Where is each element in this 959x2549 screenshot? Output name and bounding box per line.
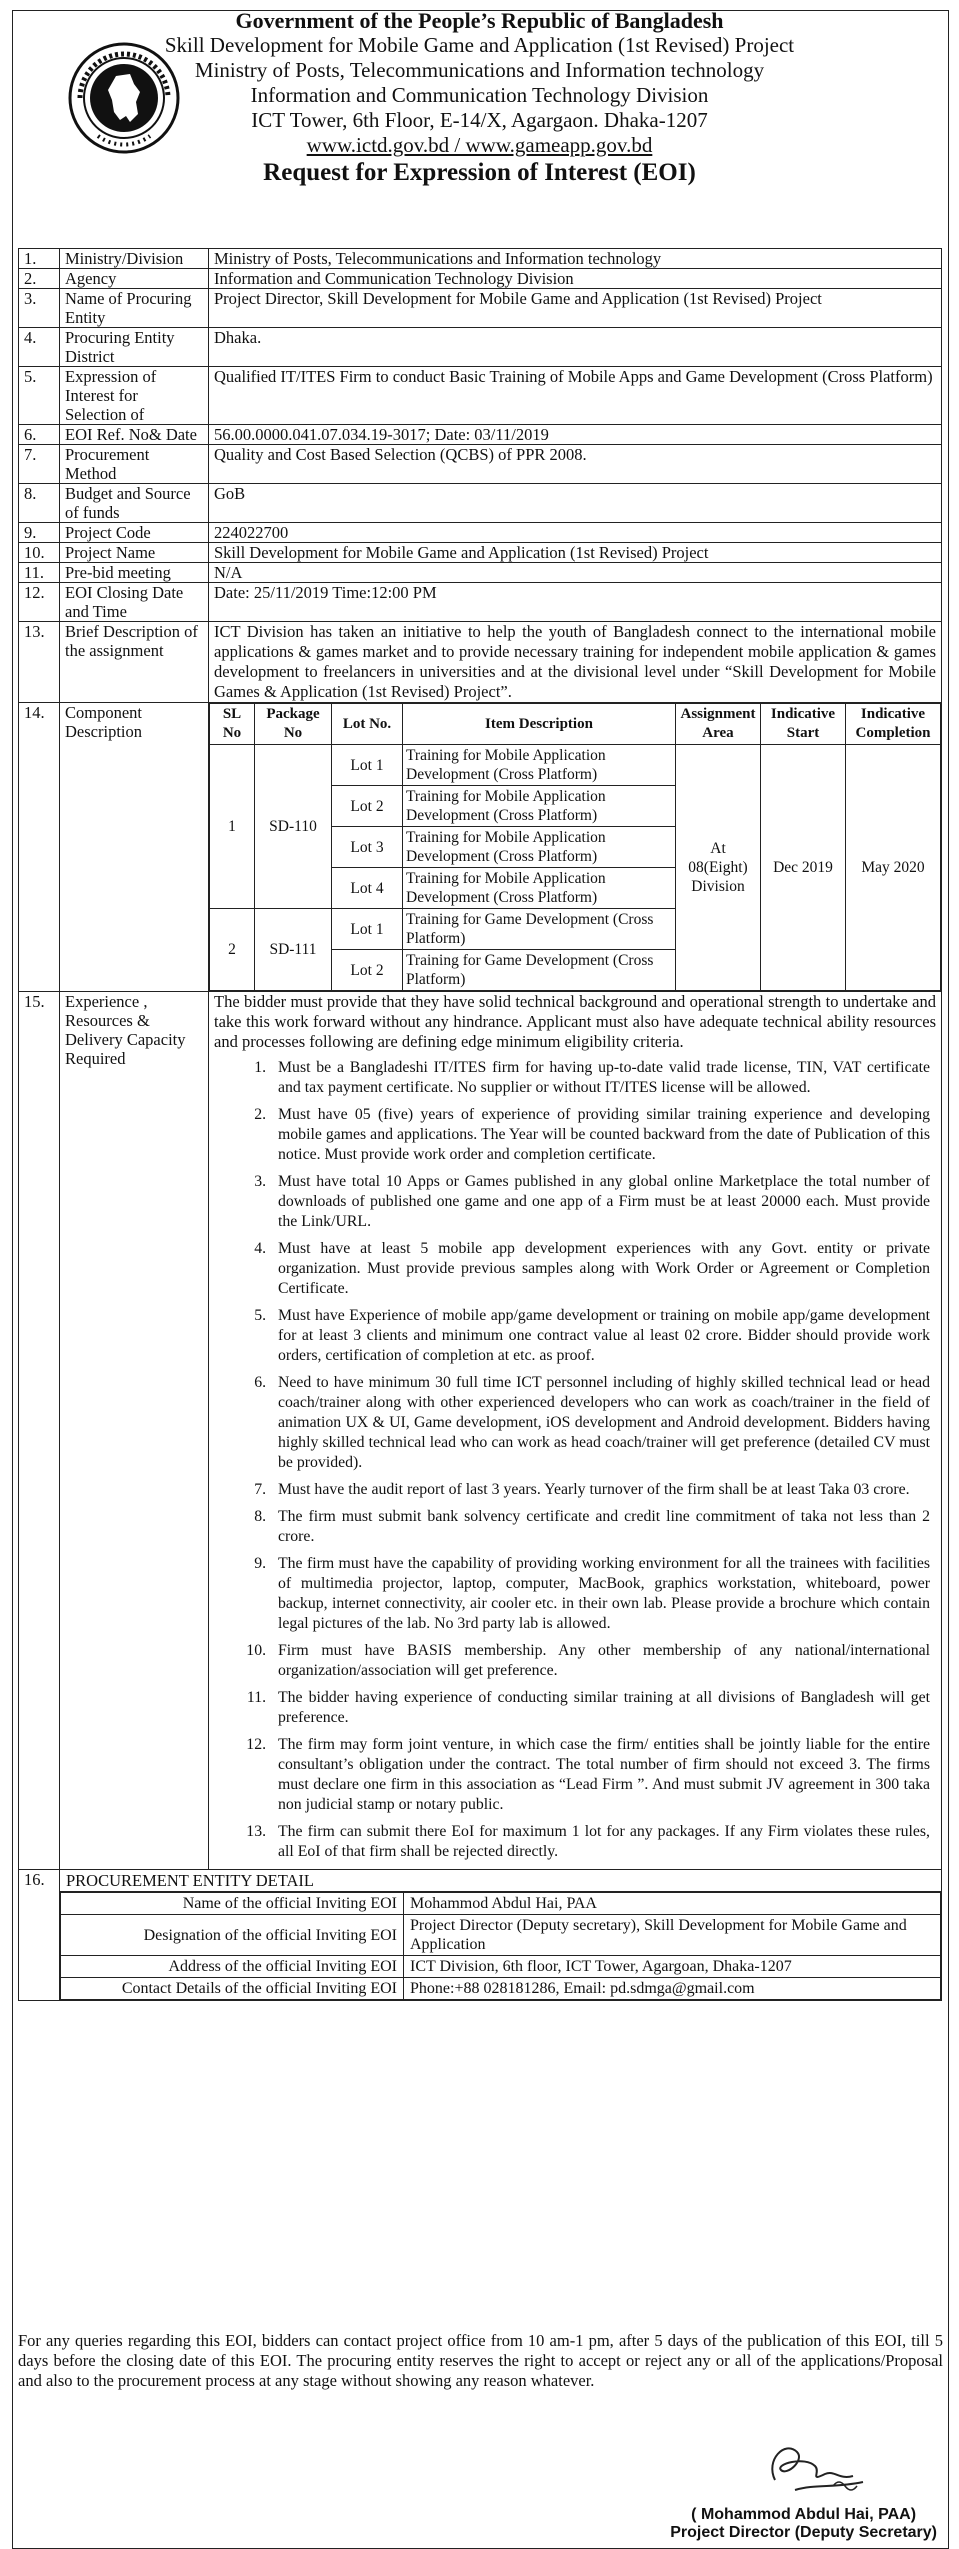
procurement-title: PROCUREMENT ENTITY DETAIL [60, 1870, 941, 1892]
signature-icon [735, 2430, 885, 2510]
procurement-detail-row [61, 1956, 941, 1978]
item-description: Training for Game Development (Cross Platform) [403, 950, 676, 991]
row-value: Information and Communication Technology Division [209, 269, 942, 289]
item-description: Training for Game Development (Cross Platform) [403, 909, 676, 950]
division-line: Information and Communication Technology Division [250, 83, 709, 107]
info-row [19, 425, 942, 445]
row-value: 56.00.0000.041.07.034.19-3017; Date: 03/11/2019 [209, 425, 942, 445]
row-label: Ministry/Division [60, 249, 209, 269]
header [20, 0, 939, 240]
col-start: Indicative Start [761, 704, 846, 745]
experience-intro: The bidder must provide that they have solid technical background and operational strength to undertake and take this work forward without any hindrance. Applicant must also have adequate technical ability resources and processes following are defining edge minimum eligibility criteria. [214, 992, 936, 1051]
row-value: Date: 25/11/2019 Time:12:00 PM [209, 583, 942, 622]
lot-number: Lot 4 [332, 868, 403, 909]
requirement-item: 13. The firm can submit there EoI for maximum 1 lot for any packages. If any Firm violates these rules, all EoI of that firm shall be rejected directly. [270, 1822, 930, 1862]
row-number: 12. [19, 583, 60, 622]
lot-number: Lot 2 [332, 786, 403, 827]
brief-text: ICT Division has taken an initiative to help the youth of Bangladesh connect to the international mobile applications & games market and to provide necessary training for independent mobile application & games development to freelancers in universities and at the divisional level under “Skill Development for Mobile Games & Application (1st Revised) Project”. [209, 622, 942, 703]
row-label: Expression of Interest for Selection of [60, 367, 209, 425]
row-number: 8. [19, 484, 60, 523]
eoi-table [18, 248, 942, 2001]
lot-row [210, 745, 941, 786]
col-lot: Lot No. [332, 704, 403, 745]
sl-number: 1 [210, 745, 255, 909]
row-label: Project Code [60, 523, 209, 543]
info-row [19, 543, 942, 563]
row-value: Skill Development for Mobile Game and Application (1st Revised) Project [209, 543, 942, 563]
lot-number: Lot 3 [332, 827, 403, 868]
lot-number: Lot 2 [332, 950, 403, 991]
row-value: Project Director, Skill Development for Mobile Game and Application (1st Revised) Project [209, 289, 942, 328]
requirement-item: 11. The bidder having experience of conducting similar training at all divisions of Bangladesh will get preference. [270, 1688, 930, 1728]
row-value: Quality and Cost Based Selection (QCBS) of PPR 2008. [209, 445, 942, 484]
row-number: 11. [19, 563, 60, 583]
row-value: 224022700 [209, 523, 942, 543]
brief-row [19, 622, 942, 703]
procurement-value: ICT Division, 6th floor, ICT Tower, Agargoan, Dhaka-1207 [404, 1956, 941, 1978]
info-row [19, 484, 942, 523]
footer-note: For any queries regarding this EOI, bidders can contact project office from 10 am-1 pm, after 5 days of the publication of this EOI, till 5 days before the closing date of this EOI. The procuring entity reserves the right to accept or reject any or all of the applications/Proposal and also to the procurement process at any stage without showing any reason whatever. [18, 2331, 943, 2390]
row-label: Agency [60, 269, 209, 289]
info-row [19, 583, 942, 622]
procurement-label: Name of the official Inviting EOI [61, 1893, 404, 1915]
assignment-area: At 08(Eight) Division [676, 745, 761, 991]
row-value: Dhaka. [209, 328, 942, 367]
row-number: 3. [19, 289, 60, 328]
procurement-detail-row [61, 1978, 941, 2000]
row-label: Pre-bid meeting [60, 563, 209, 583]
row-number: 5. [19, 367, 60, 425]
indicative-completion: May 2020 [846, 745, 941, 991]
row-number: 4. [19, 328, 60, 367]
requirement-item: 10. Firm must have BASIS membership. Any other membership of any national/international organization/association will get preference. [270, 1641, 930, 1681]
col-item: Item Description [403, 704, 676, 745]
info-row [19, 289, 942, 328]
procurement-detail-row [61, 1893, 941, 1915]
indicative-start: Dec 2019 [761, 745, 846, 991]
procurement-table [60, 1892, 941, 2000]
address-line: ICT Tower, 6th Floor, E-14/X, Agargaon. Dhaka-1207 [251, 108, 708, 132]
requirement-item: 9. The firm must have the capability of providing working environment for all the trainees with facilities of multimedia projector, laptop, computer, MacBook, graphics workstation, whiteboard, power backup, internet connectivity, air cooler etc. in their own lab. Please provide a brochure which contain legal pictures of the lab. No 3rd party lab is allowed. [270, 1554, 930, 1634]
item-description: Training for Mobile Application Development (Cross Platform) [403, 745, 676, 786]
row-number: 6. [19, 425, 60, 445]
package-number: SD-111 [255, 909, 332, 991]
row-number: 9. [19, 523, 60, 543]
component-row [19, 703, 942, 992]
requirement-item: 8. The firm must submit bank solvency certificate and credit line commitment of taka not less than 2 crore. [270, 1507, 930, 1547]
package-number: SD-110 [255, 745, 332, 909]
lot-number: Lot 1 [332, 745, 403, 786]
row-value: Qualified IT/ITES Firm to conduct Basic Training of Mobile Apps and Game Development (Cross Platform) [209, 367, 942, 425]
project-line: Skill Development for Mobile Game and Application (1st Revised) Project [164, 33, 795, 57]
sl-number: 2 [210, 909, 255, 991]
row-number: 1. [19, 249, 60, 269]
header-text [20, 8, 939, 185]
info-row [19, 367, 942, 425]
requirement-item: 2. Must have 05 (five) years of experience of providing similar training experience and developing mobile games and applications. The Year will be counted backward from the date of Publication of this notice. Must provide work order and completion certificate. [270, 1105, 930, 1165]
procurement-value: Project Director (Deputy secretary), Skill Development for Mobile Game and Application [404, 1915, 941, 1956]
procurement-value: Phone:+88 028181286, Email: pd.sdmga@gmail.com [404, 1978, 941, 2000]
component-table [209, 703, 941, 991]
info-row [19, 328, 942, 367]
ministry-line: Ministry of Posts, Telecommunications and Information technology [194, 58, 765, 82]
requirement-item: 5. Must have Experience of mobile app/game development or training on mobile app/game development for at least 3 clients and minimum one contract value al least 02 crore. Bidder should provide work orders, certification of completion at etc. as proof. [270, 1306, 930, 1366]
website-link[interactable]: www.ictd.gov.bd / www.gameapp.gov.bd [306, 133, 653, 157]
row-label: Project Name [60, 543, 209, 563]
row-number: 2. [19, 269, 60, 289]
col-area: Assignment Area [676, 704, 761, 745]
requirement-item: 3. Must have total 10 Apps or Games published in any global online Marketplace the total number of downloads of published one game and one app of a Firm must be at least 20000 each. Must provide the Link/URL. [270, 1172, 930, 1232]
col-package: Package No [255, 704, 332, 745]
row-label: EOI Ref. No& Date [60, 425, 209, 445]
lot-number: Lot 1 [332, 909, 403, 950]
row-number: 7. [19, 445, 60, 484]
gov-title: Government of the People’s Republic of Bangladesh [235, 8, 724, 33]
item-description: Training for Mobile Application Development (Cross Platform) [403, 786, 676, 827]
row-label: Procuring Entity District [60, 328, 209, 367]
info-row [19, 249, 942, 269]
signature-block [645, 2430, 945, 2545]
requirement-item: 4. Must have at least 5 mobile app development experiences with any Govt. entity or private organization. Must provide previous samples along with Work Order or Agreement or Completion Certificate. [270, 1239, 930, 1299]
row-value: GoB [209, 484, 942, 523]
requirement-item: 7. Must have the audit report of last 3 years. Yearly turnover of the firm shall be at least Taka 03 crore. [270, 1480, 930, 1500]
procurement-label: Address of the official Inviting EOI [61, 1956, 404, 1978]
row-label: Component Description [60, 703, 209, 992]
experience-row [19, 992, 942, 1870]
procurement-label: Designation of the official Inviting EOI [61, 1915, 404, 1956]
page-title: Request for Expression of Interest (EOI) [263, 159, 696, 186]
row-label: Name of Procuring Entity [60, 289, 209, 328]
info-row [19, 269, 942, 289]
row-number: 15. [19, 992, 60, 1870]
procurement-detail-row [61, 1915, 941, 1956]
col-completion: Indicative Completion [846, 704, 941, 745]
info-row [19, 523, 942, 543]
procurement-label: Contact Details of the official Inviting EOI [61, 1978, 404, 2000]
row-value: Ministry of Posts, Telecommunications and Information technology [209, 249, 942, 269]
signatory-designation: Project Director (Deputy Secretary) [670, 2524, 937, 2541]
requirement-item: 1. Must be a Bangladeshi IT/ITES firm for having up-to-date valid trade license, TIN, VAT certificate and tax payment certificate. No supplier or without IT/ITES license will be allowed. [270, 1058, 930, 1098]
requirement-item: 12. The firm may form joint venture, in which case the firm/ entities shall be jointly liable for the entire consultant’s obligation under the contract. The total number of firm should not exceed 3. The firms must declare one firm in this association as “Lead Firm ”. And must submit JV agreement in 300 taka non judicial stamp or notary public. [270, 1735, 930, 1815]
row-label: Procurement Method [60, 445, 209, 484]
row-value: N/A [209, 563, 942, 583]
item-description: Training for Mobile Application Development (Cross Platform) [403, 868, 676, 909]
item-description: Training for Mobile Application Development (Cross Platform) [403, 827, 676, 868]
row-label: Brief Description of the assignment [60, 622, 209, 703]
row-number: 14. [19, 703, 60, 992]
row-label: EOI Closing Date and Time [60, 583, 209, 622]
requirements-list [214, 1058, 930, 1862]
col-sl: SL No [210, 704, 255, 745]
signatory-name: ( Mohammod Abdul Hai, PAA) [691, 2506, 917, 2523]
row-label: Experience , Resources & Delivery Capacity Required [60, 992, 209, 1870]
info-row [19, 445, 942, 484]
row-number: 16. [19, 1870, 60, 2001]
procurement-value: Mohammod Abdul Hai, PAA [404, 1893, 941, 1915]
info-row [19, 563, 942, 583]
row-number: 10. [19, 543, 60, 563]
row-number: 13. [19, 622, 60, 703]
procurement-row [19, 1870, 942, 2001]
row-label: Budget and Source of funds [60, 484, 209, 523]
requirement-item: 6. Need to have minimum 30 full time ICT personnel including of highly skilled technical lead or head coach/trainer along with other experienced developers who can work as coach/trainer in the field of animation UX & UI, Game development, iOS development and Android development. Bidders having highly skilled technical lead who can work as head coach/trainer will get preference (detailed CV must be provided). [270, 1373, 930, 1473]
